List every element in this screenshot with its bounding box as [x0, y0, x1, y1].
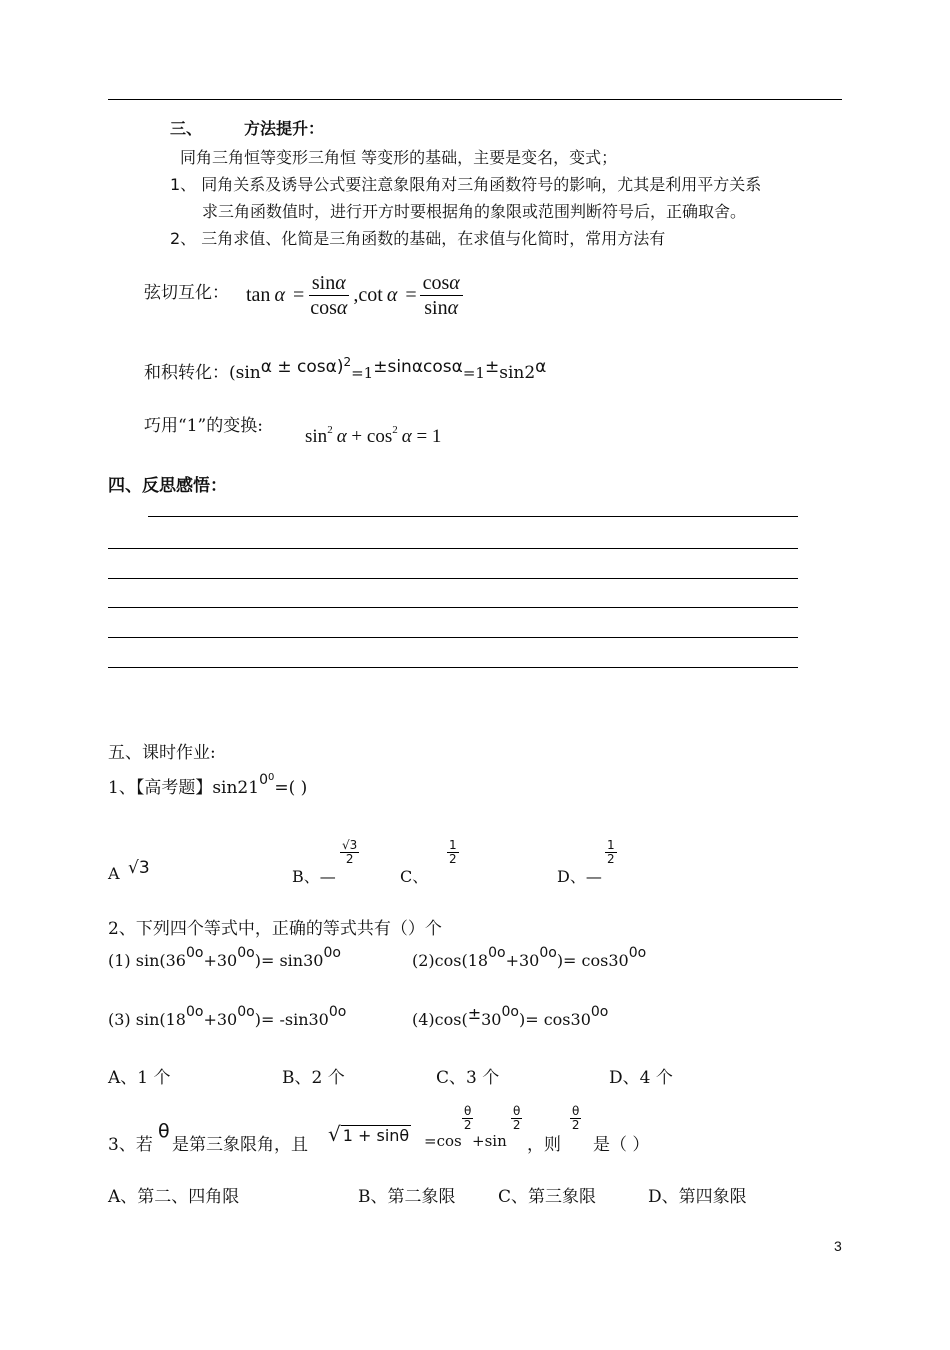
answer-line	[148, 516, 798, 517]
q1-suffix: =( )	[274, 778, 308, 798]
heji-pm2: ±	[484, 357, 500, 377]
identity-formula	[305, 426, 441, 448]
frac-numerator: 1	[449, 838, 457, 852]
equals-sign: =	[292, 284, 305, 306]
answer-line	[108, 607, 798, 608]
q1-prefix: 1、【高考题】sin21	[108, 778, 260, 798]
q2-equation-1: (1) sin(360o+300o)= sin300o	[108, 945, 341, 970]
identity-sin: sin	[305, 426, 328, 447]
heji-eq2: =1	[462, 364, 485, 382]
xianqie-label: 弦切互化：	[144, 283, 229, 303]
section3-number: 三、	[170, 119, 203, 138]
cos-over-sin-fraction	[420, 272, 463, 319]
frac-alpha: α	[449, 272, 460, 294]
q2-option-b: B、2 个	[282, 1068, 345, 1088]
q3-sqrt	[328, 1122, 411, 1146]
q3-is: 是（ ）	[593, 1135, 650, 1155]
heji-label-text: 和积转化：	[144, 363, 229, 383]
q2-stem: 2、下列四个等式中，正确的等式共有（）个	[108, 919, 442, 939]
page-number: 3	[834, 1238, 842, 1254]
identity-end: = 1	[416, 426, 442, 447]
q1-option-d-fraction	[605, 834, 617, 865]
section3-item2: 2、 三角求值、化简是三角函数的基础，在求值与化简时，常用方法有	[170, 229, 666, 248]
frac-alpha: α	[336, 297, 348, 319]
q1-stem	[108, 773, 307, 798]
q3-option-c: C、第三象限	[498, 1187, 597, 1207]
frac-sin: sin	[311, 272, 336, 294]
q1-option-c-label: C、	[400, 867, 429, 886]
heji-mid: α ± cosα)	[260, 357, 344, 377]
alpha-symbol: α	[386, 284, 398, 306]
frac-denominator: 2	[345, 851, 354, 866]
tan-cot-formula	[246, 272, 466, 319]
q3-theta: θ	[158, 1120, 170, 1142]
frac-alpha: α	[335, 272, 346, 294]
q1-option-b-fraction	[340, 834, 359, 865]
heji-sin2: sin2	[499, 363, 536, 383]
comma: ,	[353, 284, 359, 306]
q1-option-a-label: A	[108, 864, 120, 883]
heji-sincos: sinαcosα	[387, 357, 463, 377]
cot-text: cot	[358, 284, 383, 306]
answer-line	[108, 578, 798, 579]
q3-option-a: A、第二、四角限	[108, 1187, 240, 1207]
frac-denominator: 2	[449, 851, 457, 866]
frac-alpha: α	[447, 297, 459, 319]
frac-cos: cos	[422, 272, 450, 294]
frac-cos: cos	[310, 297, 337, 319]
q3-mid: 是第三象限角，且	[172, 1135, 308, 1155]
heji-label	[144, 355, 547, 383]
q2-option-a: A、1 个	[108, 1068, 171, 1088]
q2-option-c: C、3 个	[436, 1068, 500, 1088]
answer-line	[108, 548, 798, 549]
heji-pm1: ±	[373, 357, 388, 377]
q1-option-d-label: D、—	[557, 867, 602, 886]
q2-equation-3: (3) sin(180o+300o)= -sin300o	[108, 1004, 347, 1029]
q2-option-d: D、4 个	[609, 1068, 673, 1088]
heji-alpha: α	[535, 357, 547, 377]
identity-sup1: 2	[327, 424, 333, 436]
heji-open: (sin	[229, 363, 261, 383]
equals-sign: =	[405, 284, 417, 306]
q1-option-a-value: √3	[128, 858, 150, 878]
section3-intro: 同角三角恒等变形三角恒 等变形的基础，主要是变名，变式；	[180, 148, 618, 167]
q3-plus-sin: +sin	[472, 1132, 507, 1150]
alpha-symbol: α	[336, 426, 347, 447]
q1-degree: 00	[259, 772, 275, 788]
q3-then: ，则	[527, 1135, 561, 1155]
header-rule	[108, 99, 842, 100]
identity-sup2: 2	[392, 424, 398, 436]
q3-frac-half-theta: $\frac{\theta}{2}$	[571, 1104, 580, 1132]
section4-title: 四、反思感悟：	[108, 476, 227, 496]
q1-option-b-label: B、—	[292, 867, 336, 886]
section5-title: 五、课时作业:	[108, 743, 216, 763]
q3-option-b: B、第二象限	[358, 1187, 456, 1207]
q3-prefix: 3、若	[108, 1135, 153, 1155]
section3-item1-line2: 求三角函数值时，进行开方时要根据角的象限或范围判断符号后，正确取舍。	[202, 202, 747, 221]
qiaoyong-label: 巧用“1”的变换:	[144, 416, 263, 436]
q3-frac-sin: $\frac{\theta}{2}$	[512, 1104, 521, 1132]
answer-line	[108, 667, 798, 668]
q2-equation-2: (2)cos(180o+300o)= cos300o	[412, 945, 647, 970]
sqrt-content: 1 + sinθ	[342, 1126, 410, 1145]
alpha-symbol: α	[401, 426, 412, 447]
heji-square: 2	[343, 355, 352, 369]
frac-numerator: 1	[607, 838, 615, 852]
q3-eq-cos: =cos	[424, 1132, 462, 1150]
tan-text: tan	[246, 284, 271, 306]
heji-eq1: =1	[351, 364, 374, 382]
alpha-symbol: α	[274, 284, 285, 306]
section3-item1-line1: 1、 同角关系及诱导公式要注意象限角对三角函数符号的影响，尤其是利用平方关系	[170, 175, 762, 194]
answer-line	[108, 637, 798, 638]
q1-option-c-fraction	[447, 834, 459, 865]
q2-equation-4: (4)cos(±300o)= cos300o	[412, 1004, 609, 1029]
sin-over-cos-fraction	[307, 272, 350, 319]
frac-numerator: √3	[342, 838, 358, 852]
sqrt-icon: √	[328, 1122, 341, 1146]
q3-option-d: D、第四象限	[648, 1187, 747, 1207]
identity-plus-cos: + cos	[351, 426, 393, 447]
q3-frac-cos: $\frac{\theta}{2}$	[463, 1104, 472, 1132]
frac-sin: sin	[424, 297, 448, 319]
frac-denominator: 2	[607, 851, 615, 866]
section3-title: 方法提升：	[244, 119, 325, 138]
